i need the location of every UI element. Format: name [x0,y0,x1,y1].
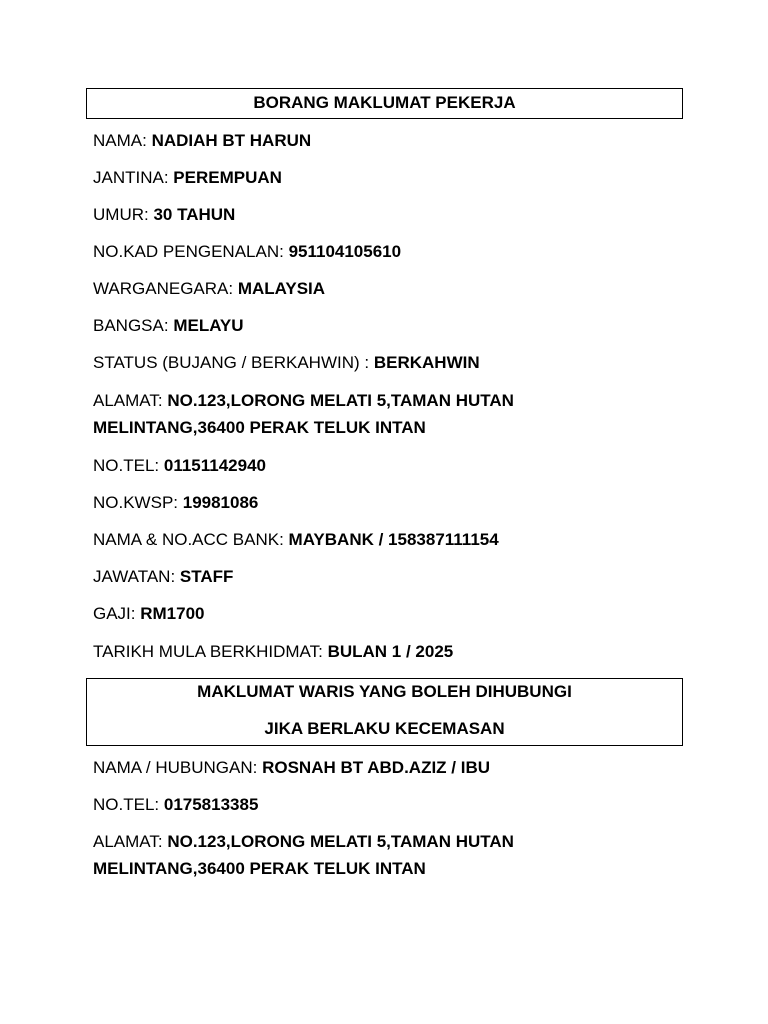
field-warganegara [93,275,693,302]
form-title-box [86,88,683,119]
waris-alamat-label: ALAMAT: [93,832,168,851]
field-tarikh-mula-label: TARIKH MULA BERKHIDMAT: [93,642,328,661]
field-umur-value: 30 TAHUN [153,205,236,224]
waris-tel-value: 0175813385 [163,795,259,814]
form-title: BORANG MAKLUMAT PEKERJA [253,93,516,112]
field-umur-label: UMUR: [93,205,154,224]
field-tel-label: NO.TEL: [93,456,164,475]
waris-tel [93,791,693,818]
field-warganegara-value: MALAYSIA [237,279,326,298]
field-tel-value: 01151142940 [163,456,266,475]
field-kwsp-label: NO.KWSP: [93,493,183,512]
field-bank [93,526,693,553]
field-warganegara-label: WARGANEGARA: [93,279,238,298]
field-bangsa-value: MELAYU [173,316,244,335]
waris-title-line1: MAKLUMAT WARIS YANG BOLEH DIHUBUNGI [197,682,572,701]
waris-title-line2: JIKA BERLAKU KECEMASAN [264,719,505,738]
waris-tel-label: NO.TEL: [93,795,164,814]
field-gaji-value: RM1700 [140,604,205,623]
field-bank-label: NAMA & NO.ACC BANK: [93,530,289,549]
field-ic [93,238,693,265]
waris-alamat [93,828,593,882]
waris-nama [93,754,693,781]
field-alamat-label: ALAMAT: [93,391,168,410]
field-bangsa-label: BANGSA: [93,316,174,335]
waris-title-box [86,678,683,746]
field-status-label: STATUS (BUJANG / BERKAHWIN) : [93,353,374,372]
field-gaji [93,600,693,627]
field-jawatan-value: STAFF [179,567,234,586]
field-umur [93,201,693,228]
field-status [93,349,693,376]
waris-nama-label: NAMA / HUBUNGAN: [93,758,263,777]
field-bangsa [93,312,693,339]
field-tarikh-mula-value: BULAN 1 / 2025 [327,642,454,661]
field-tel [93,452,693,479]
field-alamat-value: NO.123,LORONG MELATI 5,TAMAN HUTAN MELINTANG,36400 PERAK TELUK INTAN [93,391,514,437]
field-alamat [93,387,593,441]
field-tarikh-mula [93,638,693,665]
field-jawatan [93,563,693,590]
field-nama-label: NAMA: [93,131,152,150]
waris-alamat-value: NO.123,LORONG MELATI 5,TAMAN HUTAN MELINTANG,36400 PERAK TELUK INTAN [93,832,514,878]
field-jantina-label: JANTINA: [93,168,174,187]
field-ic-label: NO.KAD PENGENALAN: [93,242,289,261]
field-status-value: BERKAHWIN [373,353,480,372]
field-kwsp-value: 19981086 [182,493,259,512]
field-bank-value: MAYBANK / 158387111154 [288,530,499,549]
field-jantina-value: PEREMPUAN [173,168,282,187]
waris-nama-value: ROSNAH BT ABD.AZIZ / IBU [262,758,491,777]
field-nama-value: NADIAH BT HARUN [151,131,312,150]
field-ic-value: 951104105610 [288,242,402,261]
field-jawatan-label: JAWATAN: [93,567,180,586]
field-kwsp [93,489,693,516]
field-gaji-label: GAJI: [93,604,141,623]
field-nama [93,127,693,154]
field-jantina [93,164,693,191]
